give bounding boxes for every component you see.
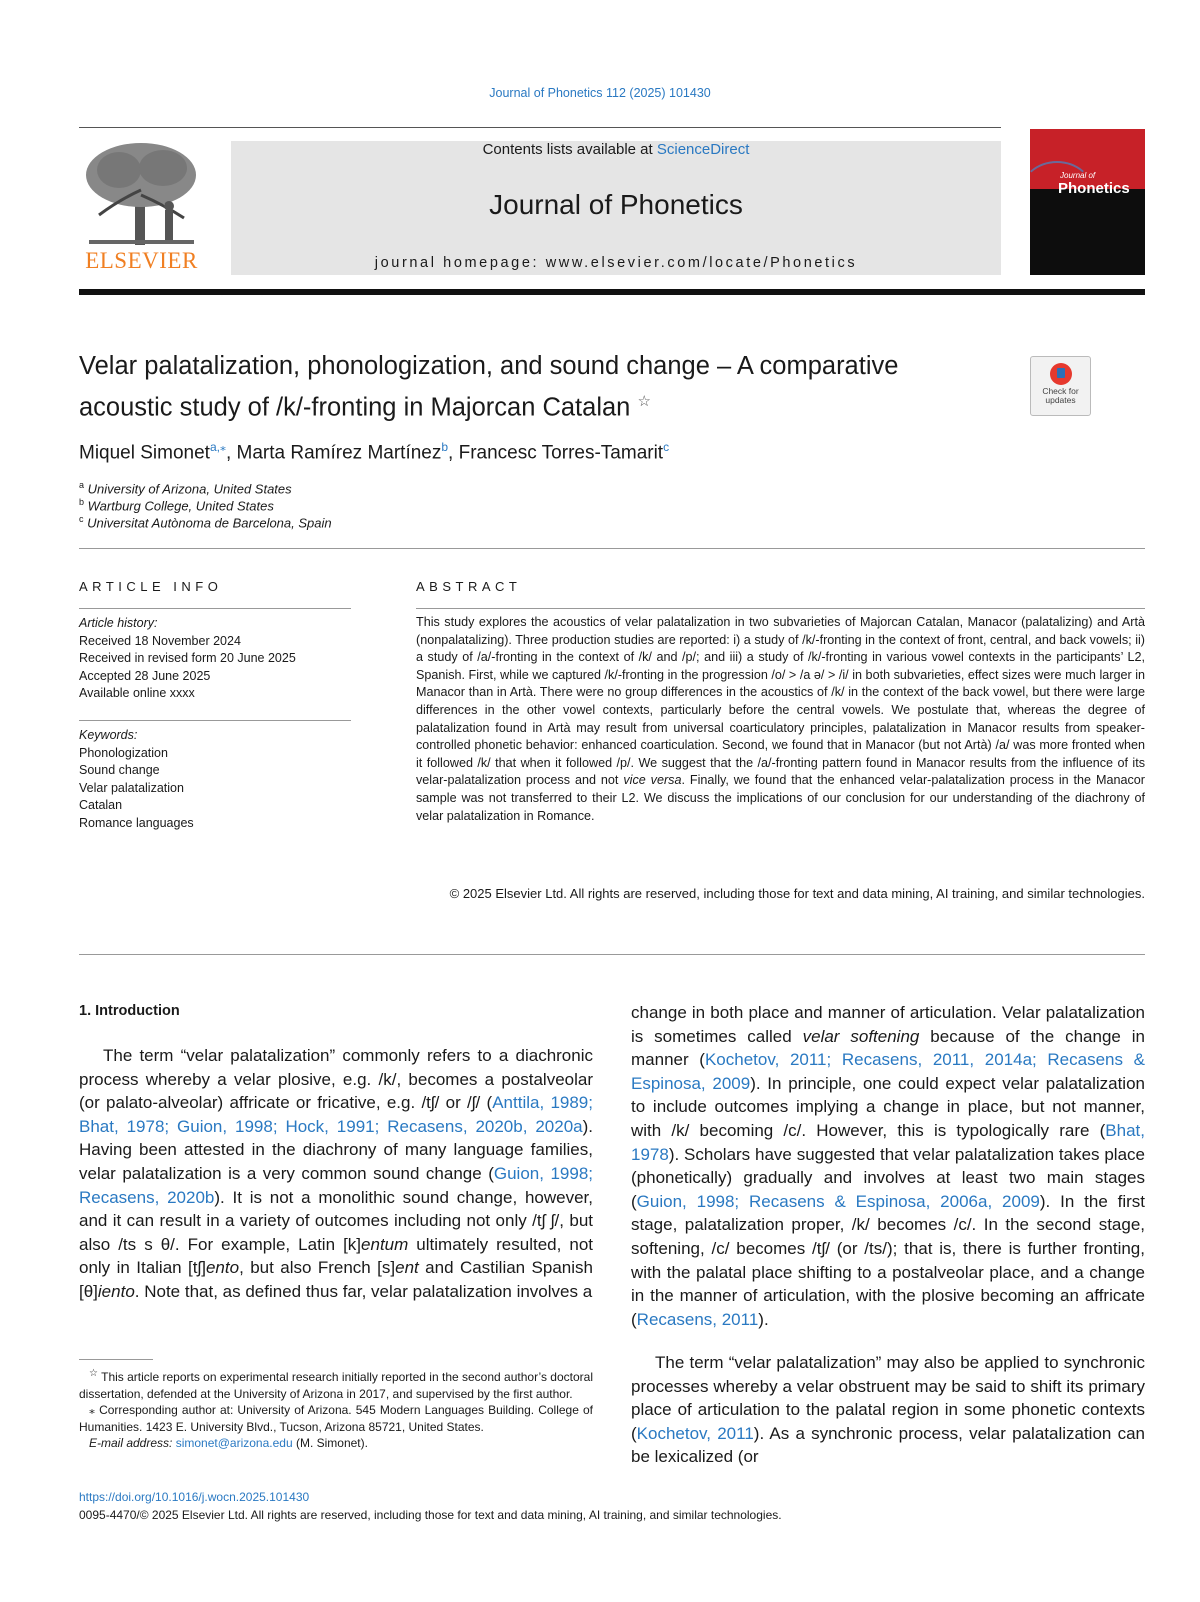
citation-link[interactable]: Kochetov, 2011	[636, 1423, 754, 1443]
keyword-item: Velar palatalization	[79, 780, 184, 795]
cover-title: Phonetics	[1058, 180, 1130, 197]
doi-link[interactable]: https://doi.org/10.1016/j.wocn.2025.101430	[79, 1490, 310, 1504]
check-for-updates-badge[interactable]	[1030, 356, 1091, 416]
affiliation-mark: c	[79, 514, 84, 524]
text-run: , but also French [s]	[239, 1258, 396, 1278]
article-info-rule	[79, 608, 351, 609]
journal-homepage[interactable]: journal homepage: www.elsevier.com/locate/Phonetics	[374, 255, 858, 271]
footnote-email	[79, 1435, 593, 1452]
header-top-rule	[79, 127, 1001, 128]
intro-paragraph-right	[631, 1001, 1145, 1331]
journal-banner	[231, 141, 1001, 275]
affiliation-text: Wartburg College, United States	[87, 498, 274, 514]
elsevier-logo[interactable]	[79, 140, 204, 274]
check-updates-label: Check for updates	[1042, 386, 1079, 405]
intro-paragraph-left	[79, 1044, 593, 1304]
keyword-item: Phonologization	[79, 745, 168, 760]
text-emphasis: ent	[395, 1258, 419, 1278]
author-affiliation-mark[interactable]: a,⁎	[209, 440, 226, 454]
check-updates-icon	[1050, 363, 1072, 385]
abstract-part: This study explores the acoustics of velar palatalization in two subvarieties of Majorcan Catalan, Manacor (palatalizing) and Artà (nonpalatalizing). Three production studies are reported: i) a study of /k/-fronting in the context of front, central, and back vowels; ii) a study of /a/-fronting in the context of /k/ and /p/; and iii) a study of /k/-fronting in various vowel contexts in the participants’ L2, Spanish. First, while we captured /k/-fronting in the progression /o/ > /a ə/ > /i/ in both subvarieties, effect sizes were much larger in Manacor than in Artà. There were no group differences in the acoustics of /k/ in the context of the back vowel, but there were large differences in the other vowel contexts, particularly before the central vowels. We postulate that, whereas the degree of palatalization found in Artà may result from universal coarticulatory principles, palatalization in Manacor results from speaker-controlled phonetic behavior: enhanced coarticulation. Second, we found that in Manacor (but not Artà) /a/ was more fronted when it followed /k/ that when it followed /p/. We suggest that the /a/-fronting pattern found in Manacor results from the influence of its velar-palatalization process and not	[416, 615, 1145, 788]
journal-citation-link[interactable]: Journal of Phonetics 112 (2025) 101430	[489, 86, 711, 100]
history-item: Received 18 November 2024	[79, 633, 241, 648]
keyword-item: Romance languages	[79, 815, 194, 830]
history-item: Received in revised form 20 June 2025	[79, 651, 296, 665]
title-footnote-mark[interactable]: ☆	[637, 393, 651, 410]
section-divider	[79, 548, 1145, 549]
text-run: ). In principle, one could expect velar palatalization to include outcomes implying a change in place, but not manner, with /k/ becoming /c/. However, this is typologically rare (	[631, 1073, 1145, 1140]
text-run: and Castilian Spanish [θ]	[79, 1258, 593, 1301]
footnote-text: Corresponding author at: University of Arizona. 545 Modern Languages Building. College of Humanities. 1423 E. University Blvd., Tucson, Arizona 85721, United States.	[79, 1403, 593, 1434]
footnote-star	[79, 1366, 593, 1402]
affiliation-text: Universitat Autònoma de Barcelona, Spain	[87, 515, 332, 531]
abstract-part: . Finally, we found that the enhanced velar-palatalization process in the Manacor sample was not transferred to their L2. We discuss the implications of our conclusion for our understanding of the diachrony of velar palatalization in Romance.	[416, 773, 1145, 823]
author-list: Miquel Simonet$^{a,⁎}$, Marta Ramírez Martínez$^b$, Francesc Torres-Tamarit$^c$	[79, 440, 670, 464]
history-item: Available online xxxx	[79, 686, 195, 700]
issn-copyright: 0095-4470/© 2025 Elsevier Ltd. All rights are reserved, including those for text and data mining, AI training, and similar technologies.	[79, 1508, 782, 1522]
text-run: because of the change in manner (	[631, 1026, 1145, 1070]
affiliation-mark: b	[79, 497, 85, 507]
text-emphasis: entum	[361, 1234, 409, 1254]
text-run: ). As a synchronic process, velar palatalization can be lexicalized (or	[631, 1423, 1145, 1467]
text-run: ). It is not a monolithic sound change, however, and it can result in a variety of outcomes including not only /tʃ ʃ/, but also /ts s θ/. For example, Latin [k]	[79, 1187, 593, 1254]
email-label: E-mail address:	[89, 1436, 176, 1450]
elsevier-tree-icon	[79, 140, 204, 248]
keyword-item: Sound change	[79, 763, 160, 777]
contents-line	[231, 141, 1001, 158]
footnote-corresponding	[79, 1402, 593, 1435]
author-name[interactable]: Miquel Simonet	[79, 442, 210, 464]
cover-journal-of: Journal of	[1060, 171, 1096, 180]
footnotes	[79, 1366, 593, 1452]
text-emphasis: iento	[97, 1281, 135, 1301]
text-emphasis: velar softening	[802, 1026, 920, 1046]
text-run: . Note that, as defined thus far, velar palatalization involves a	[134, 1281, 593, 1301]
abstract-rule	[416, 608, 1145, 609]
author-affiliation-mark[interactable]: b	[441, 440, 449, 454]
text-run: ). Scholars have suggested that velar palatalization takes place (phonetically) gradually and involves at least two main stages (	[631, 1144, 1145, 1211]
intro-paragraph-right-2	[631, 1351, 1145, 1469]
email-suffix: (M. Simonet).	[292, 1436, 368, 1450]
abstract-emphasis: vice versa	[623, 773, 682, 788]
footnote-rule	[79, 1359, 153, 1360]
contents-prefix: Contents lists available at	[482, 141, 657, 158]
article-info-heading: ARTICLE INFO	[79, 579, 223, 594]
history-label: Article history:	[79, 616, 158, 630]
text-run: ).	[758, 1309, 769, 1329]
keywords-block	[79, 727, 351, 832]
affiliation	[79, 514, 332, 530]
text-run: ultimately resulted, not only in Italian [tʃ]	[79, 1234, 594, 1278]
keyword-item: Catalan	[79, 798, 123, 812]
text-run: The term “velar palatalization” may also be applied to synchronic processes whereby a velar obstruent may be said to shift its primary place of articulation to the palatal region in some phonetic contexts (	[631, 1353, 1145, 1443]
author-name[interactable]: Marta Ramírez Martínez	[236, 442, 442, 464]
affiliation-mark: a	[79, 480, 85, 490]
body-divider	[79, 954, 1145, 955]
journal-name: Journal of Phonetics	[489, 189, 743, 220]
article-title-text: Velar palatalization, phonologization, and sound change – A comparative acoustic study of /k/-fronting in Majorcan Catalan	[79, 352, 899, 422]
author-affiliation-mark[interactable]: c	[663, 440, 670, 454]
affiliation	[79, 480, 292, 496]
text-emphasis: ento	[205, 1258, 240, 1278]
article-history	[79, 615, 351, 703]
abstract-text	[416, 614, 1145, 825]
footnote-mark: ☆	[89, 1368, 98, 1379]
footnote-mark: ⁎	[89, 1403, 95, 1417]
citation-link[interactable]: Recasens, 2011	[636, 1309, 759, 1329]
abstract-copyright: © 2025 Elsevier Ltd. All rights are reserved, including those for text and data mining, AI training, and similar technologies.	[449, 886, 1145, 901]
journal-cover-image[interactable]	[1030, 129, 1145, 275]
author-name[interactable]: Francesc Torres-Tamarit	[458, 442, 664, 464]
citation-link[interactable]: Guion, 1998; Recasens, 2020b	[79, 1163, 594, 1207]
text-run: change in both place and manner of articulation. Velar palatalization is sometimes called	[631, 1003, 1145, 1046]
email-link[interactable]: simonet@arizona.edu	[175, 1436, 293, 1450]
affiliation-text: University of Arizona, United States	[87, 481, 292, 497]
abstract-heading: ABSTRACT	[416, 579, 522, 594]
citation-link[interactable]: Bhat, 1978	[631, 1120, 1145, 1164]
citation-link[interactable]: Guion, 1998; Recasens & Espinosa, 2006a, 2009	[636, 1191, 1040, 1211]
header-thick-rule	[79, 289, 1145, 295]
citation-link[interactable]: Kochetov, 2011; Recasens, 2011, 2014a; Recasens & Espinosa, 2009	[631, 1050, 1145, 1093]
citation-link[interactable]: Anttila, 1989; Bhat, 1978; Guion, 1998; Hock, 1991; Recasens, 2020b, 2020a	[79, 1093, 593, 1136]
text-run: The term “velar palatalization” commonly refers to a diachronic process whereby a velar plosive, e.g. /k/, becomes a postalveolar (or palato-alveolar) affricate or fricative, e.g. /tʃ/ or /ʃ/ (	[79, 1046, 593, 1113]
elsevier-wordmark: ELSEVIER	[85, 248, 198, 273]
article-title	[79, 348, 999, 426]
keywords-label: Keywords:	[79, 728, 138, 742]
footnote-text: This article reports on experimental research initially reported in the second author’s doctoral dissertation, defended at the University of Arizona in 2017, and supervised by the first author.	[79, 1370, 593, 1401]
introduction-heading: 1. Introduction	[79, 1003, 180, 1019]
affiliation	[79, 497, 274, 513]
keywords-rule	[79, 720, 351, 721]
history-item: Accepted 28 June 2025	[79, 668, 211, 683]
text-run: ). In the first stage, palatalization proper, /k/ becomes /c/. In the second stage, softening, /c/ becomes /tʃ/ (or /ts/); that is, there is further fronting, with the palatal place shifting to a postalveolar place, and a change in the manner of articulation, with the plosive becoming an affricate (	[631, 1191, 1146, 1329]
sciencedirect-link[interactable]: ScienceDirect	[656, 141, 750, 158]
text-run: ). Having been attested in the diachrony of many language families, velar palatalization is a very common sound change (	[79, 1116, 593, 1183]
